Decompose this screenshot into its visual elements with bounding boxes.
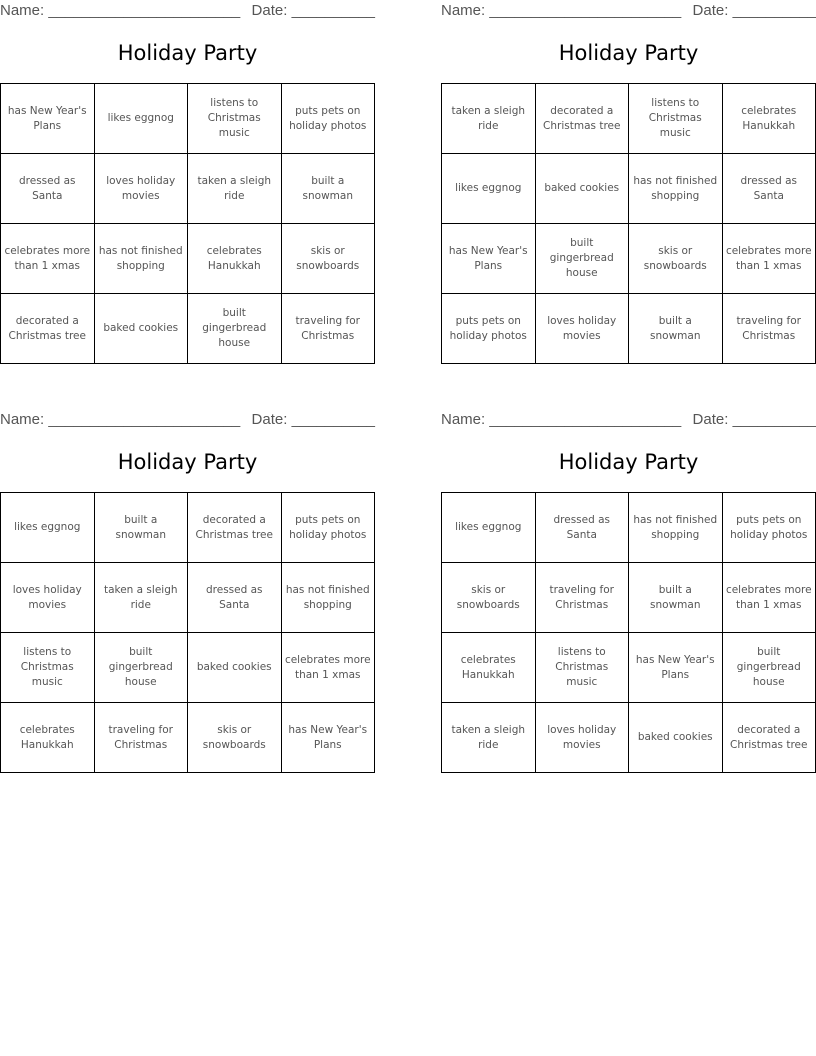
bingo-grid xyxy=(0,83,375,364)
grid-row xyxy=(1,294,375,364)
grid-row xyxy=(442,493,816,563)
grid-cell: dressed as Santa xyxy=(188,563,282,633)
card-title: Holiday Party xyxy=(117,41,258,65)
grid-cell: built a snowman xyxy=(94,493,188,563)
grid-cell: taken a sleigh ride xyxy=(94,563,188,633)
bingo-grid xyxy=(441,492,816,773)
grid-cell: celebrates Hanukkah xyxy=(722,84,816,154)
grid-cell: loves holiday movies xyxy=(94,154,188,224)
grid-cell: built gingerbread house xyxy=(535,224,629,294)
grid-cell: taken a sleigh ride xyxy=(442,84,536,154)
grid-cell: baked cookies xyxy=(94,294,188,364)
grid-cell: built gingerbread house xyxy=(722,633,816,703)
grid-cell: traveling for Christmas xyxy=(535,563,629,633)
bingo-card-3 xyxy=(0,409,375,781)
grid-cell: decorated a Christmas tree xyxy=(535,84,629,154)
grid-cell: baked cookies xyxy=(629,703,723,773)
grid-cell: loves holiday movies xyxy=(535,294,629,364)
grid-cell: has New Year's Plans xyxy=(281,703,375,773)
grid-cell: baked cookies xyxy=(188,633,282,703)
grid-row xyxy=(1,563,375,633)
grid-cell: decorated a Christmas tree xyxy=(722,703,816,773)
bingo-card-4 xyxy=(441,409,816,781)
bingo-card-2 xyxy=(441,0,816,372)
grid-cell: dressed as Santa xyxy=(535,493,629,563)
grid-cell: decorated a Christmas tree xyxy=(188,493,282,563)
grid-cell: listens to Christmas music xyxy=(188,84,282,154)
grid-row xyxy=(442,703,816,773)
name-field: Name: _______________________ xyxy=(441,411,682,428)
grid-row xyxy=(442,154,816,224)
grid-cell: traveling for Christmas xyxy=(281,294,375,364)
grid-cell: has not finished shopping xyxy=(629,154,723,224)
grid-cell: likes eggnog xyxy=(442,154,536,224)
grid-cell: taken a sleigh ride xyxy=(188,154,282,224)
grid-cell: listens to Christmas music xyxy=(1,633,95,703)
grid-cell: built a snowman xyxy=(629,294,723,364)
grid-cell: puts pets on holiday photos xyxy=(722,493,816,563)
grid-row xyxy=(442,633,816,703)
grid-cell: built gingerbread house xyxy=(188,294,282,364)
grid-cell: skis or snowboards xyxy=(188,703,282,773)
bingo-grid xyxy=(441,83,816,364)
card-title: Holiday Party xyxy=(558,41,699,65)
grid-cell: has New Year's Plans xyxy=(1,84,95,154)
grid-row xyxy=(1,633,375,703)
grid-cell: celebrates more than 1 xmas xyxy=(281,633,375,703)
date-field: Date: __________ xyxy=(251,411,375,428)
grid-cell: celebrates more than 1 xmas xyxy=(722,563,816,633)
grid-row xyxy=(442,84,816,154)
grid-cell: puts pets on holiday photos xyxy=(281,493,375,563)
grid-cell: likes eggnog xyxy=(1,493,95,563)
grid-row xyxy=(1,703,375,773)
date-field: Date: __________ xyxy=(692,411,816,428)
date-field: Date: __________ xyxy=(251,2,375,19)
grid-cell: celebrates Hanukkah xyxy=(1,703,95,773)
grid-cell: has New Year's Plans xyxy=(629,633,723,703)
card-title: Holiday Party xyxy=(558,450,699,474)
grid-row xyxy=(1,154,375,224)
grid-cell: loves holiday movies xyxy=(535,703,629,773)
grid-cell: loves holiday movies xyxy=(1,563,95,633)
grid-cell: puts pets on holiday photos xyxy=(281,84,375,154)
grid-cell: skis or snowboards xyxy=(442,563,536,633)
name-field: Name: _______________________ xyxy=(0,411,241,428)
grid-cell: dressed as Santa xyxy=(722,154,816,224)
grid-cell: puts pets on holiday photos xyxy=(442,294,536,364)
grid-cell: skis or snowboards xyxy=(629,224,723,294)
grid-row xyxy=(1,224,375,294)
grid-cell: has New Year's Plans xyxy=(442,224,536,294)
grid-cell: traveling for Christmas xyxy=(722,294,816,364)
grid-cell: has not finished shopping xyxy=(281,563,375,633)
grid-row xyxy=(442,563,816,633)
grid-cell: likes eggnog xyxy=(442,493,536,563)
name-field: Name: _______________________ xyxy=(0,2,241,19)
bingo-grid xyxy=(0,492,375,773)
grid-cell: traveling for Christmas xyxy=(94,703,188,773)
grid-row xyxy=(1,493,375,563)
grid-cell: built a snowman xyxy=(629,563,723,633)
date-field: Date: __________ xyxy=(692,2,816,19)
grid-cell: celebrates more than 1 xmas xyxy=(722,224,816,294)
grid-cell: taken a sleigh ride xyxy=(442,703,536,773)
grid-cell: baked cookies xyxy=(535,154,629,224)
grid-cell: decorated a Christmas tree xyxy=(1,294,95,364)
grid-cell: likes eggnog xyxy=(94,84,188,154)
grid-cell: has not finished shopping xyxy=(94,224,188,294)
card-title: Holiday Party xyxy=(117,450,258,474)
grid-cell: celebrates more than 1 xmas xyxy=(1,224,95,294)
grid-cell: has not finished shopping xyxy=(629,493,723,563)
grid-row xyxy=(442,294,816,364)
name-field: Name: _______________________ xyxy=(441,2,682,19)
grid-cell: listens to Christmas music xyxy=(629,84,723,154)
grid-cell: dressed as Santa xyxy=(1,154,95,224)
grid-row xyxy=(442,224,816,294)
grid-cell: celebrates Hanukkah xyxy=(188,224,282,294)
grid-row xyxy=(1,84,375,154)
grid-cell: built gingerbread house xyxy=(94,633,188,703)
grid-cell: celebrates Hanukkah xyxy=(442,633,536,703)
grid-cell: listens to Christmas music xyxy=(535,633,629,703)
bingo-card-1 xyxy=(0,0,375,372)
grid-cell: built a snowman xyxy=(281,154,375,224)
grid-cell: skis or snowboards xyxy=(281,224,375,294)
